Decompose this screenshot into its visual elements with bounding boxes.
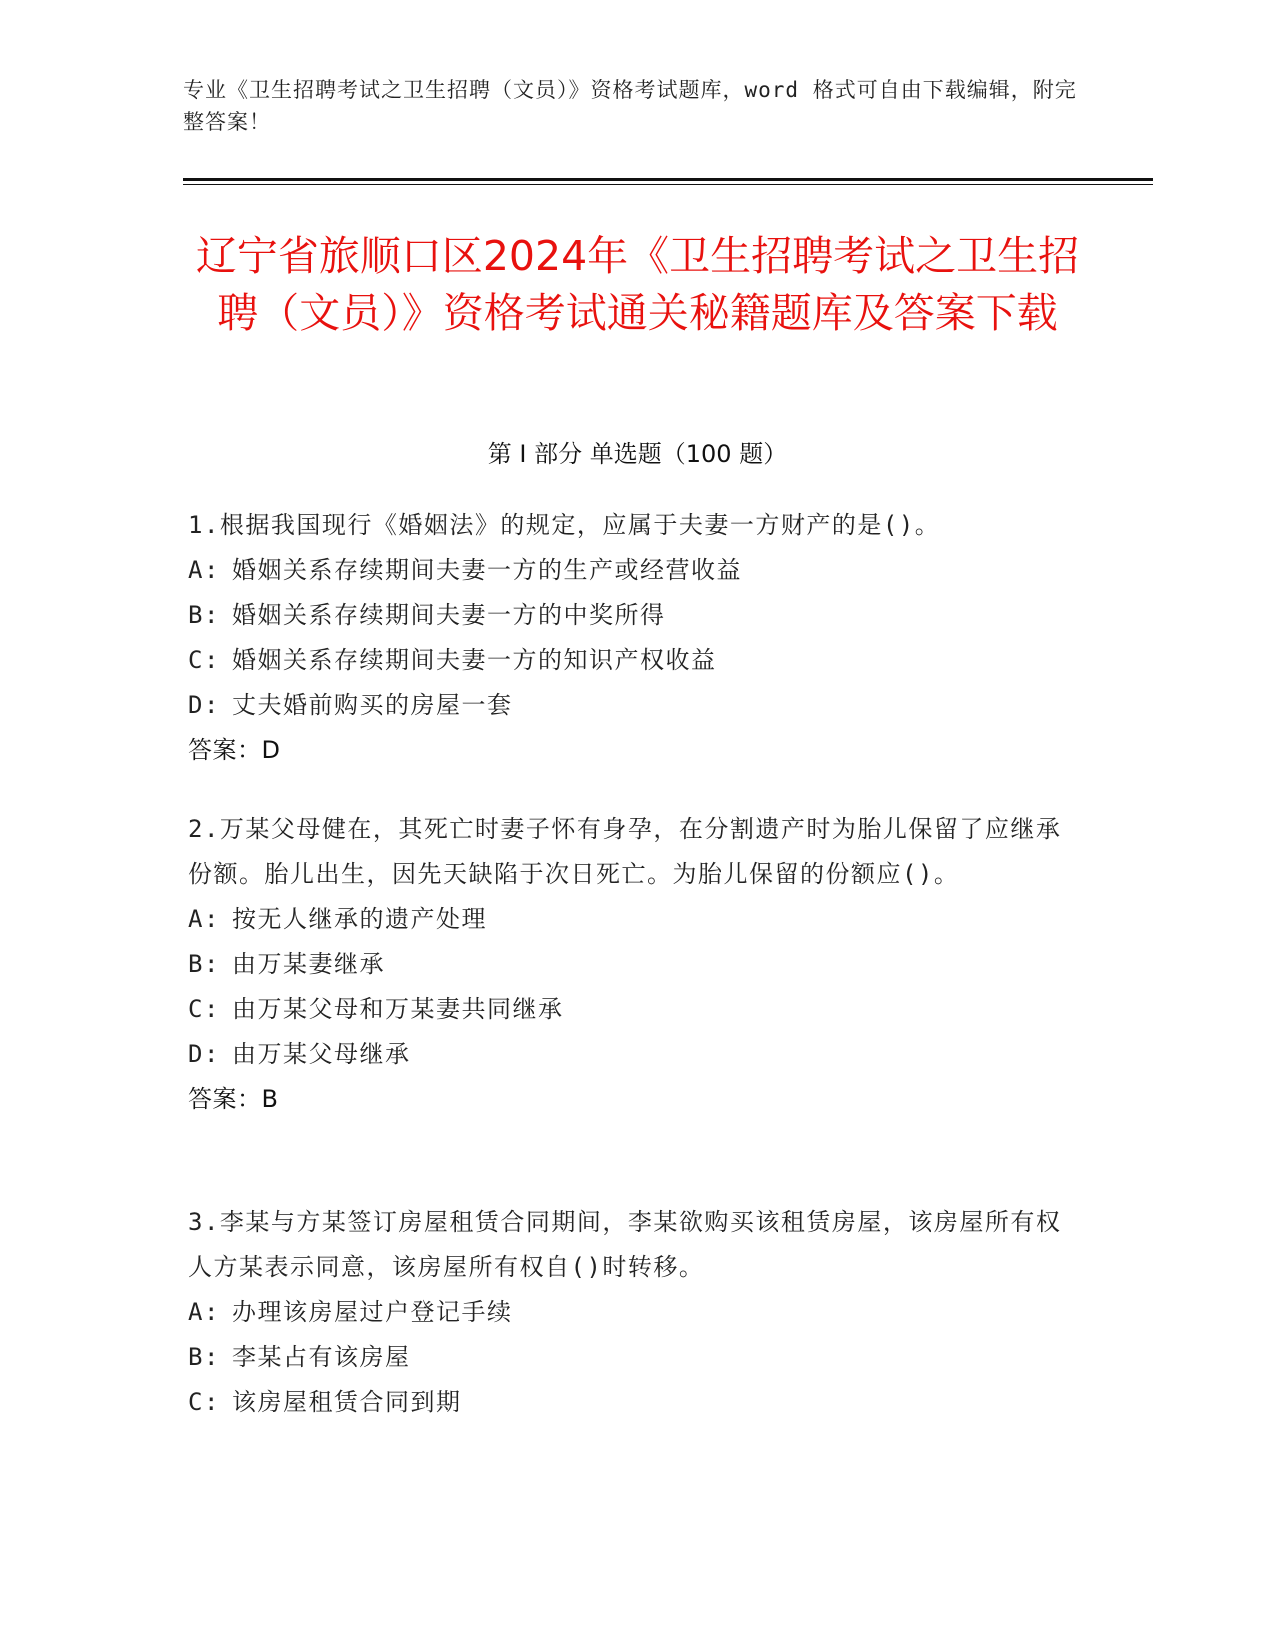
option-text: 按无人继承的遗产处理 — [232, 905, 487, 933]
option-key: A: — [188, 556, 220, 584]
option-key: C: — [188, 995, 220, 1023]
option-key: B: — [188, 950, 220, 978]
option-text: 婚姻关系存续期间夫妻一方的知识产权收益 — [232, 646, 717, 674]
option-b — [188, 942, 1068, 987]
question-stem: 3.李某与方某签订房屋租赁合同期间，李某欲购买该租赁房屋，该房屋所有权人方某表示同意，该房屋所有权自()时转移。 — [188, 1208, 1062, 1281]
option-text: 由万某父母继承 — [232, 1040, 411, 1068]
option-text: 由万某妻继承 — [232, 950, 385, 978]
header-rule-thin — [183, 184, 1153, 185]
option-text: 婚姻关系存续期间夫妻一方的生产或经营收益 — [232, 556, 742, 584]
option-text: 丈夫婚前购买的房屋一套 — [232, 691, 513, 719]
question-3 — [188, 1200, 1068, 1425]
option-key: B: — [188, 1343, 220, 1371]
option-key: D: — [188, 1040, 220, 1068]
option-key: A: — [188, 905, 220, 933]
option-text: 由万某父母和万某妻共同继承 — [232, 995, 564, 1023]
section-title: 第 I 部分 单选题（100 题） — [487, 440, 788, 468]
header-note: 专业《卫生招聘考试之卫生招聘（文员）》资格考试题库，word 格式可自由下载编辑，附完整答案！ — [183, 78, 1077, 134]
option-text: 婚姻关系存续期间夫妻一方的中奖所得 — [232, 601, 666, 629]
option-key: A: — [188, 1298, 220, 1326]
option-c — [188, 987, 1068, 1032]
option-b — [188, 593, 1068, 638]
option-d — [188, 683, 1068, 728]
document-title: 辽宁省旅顺口区2024年《卫生招聘考试之卫生招聘（文员）》资格考试通关秘籍题库及答案下载 — [195, 232, 1080, 337]
option-text: 该房屋租赁合同到期 — [232, 1388, 462, 1416]
option-a — [188, 1290, 1068, 1335]
option-text: 李某占有该房屋 — [232, 1343, 411, 1371]
question-stem: 2.万某父母健在，其死亡时妻子怀有身孕，在分割遗产时为胎儿保留了应继承份额。胎儿出生，因先天缺陷于次日死亡。为胎儿保留的份额应()。 — [188, 815, 1062, 888]
question-2 — [188, 807, 1068, 1122]
option-key: B: — [188, 601, 220, 629]
question-1 — [188, 503, 1068, 773]
answer: 答案：D — [188, 736, 281, 764]
option-key: D: — [188, 691, 220, 719]
option-text: 办理该房屋过户登记手续 — [232, 1298, 513, 1326]
option-a — [188, 548, 1068, 593]
answer: 答案：B — [188, 1085, 279, 1113]
option-c — [188, 638, 1068, 683]
option-key: C: — [188, 1388, 220, 1416]
option-b — [188, 1335, 1068, 1380]
question-stem: 1.根据我国现行《婚姻法》的规定，应属于夫妻一方财产的是()。 — [188, 511, 941, 539]
header-rule-thick — [183, 178, 1153, 181]
option-a — [188, 897, 1068, 942]
option-key: C: — [188, 646, 220, 674]
option-d — [188, 1032, 1068, 1077]
option-c — [188, 1380, 1068, 1425]
